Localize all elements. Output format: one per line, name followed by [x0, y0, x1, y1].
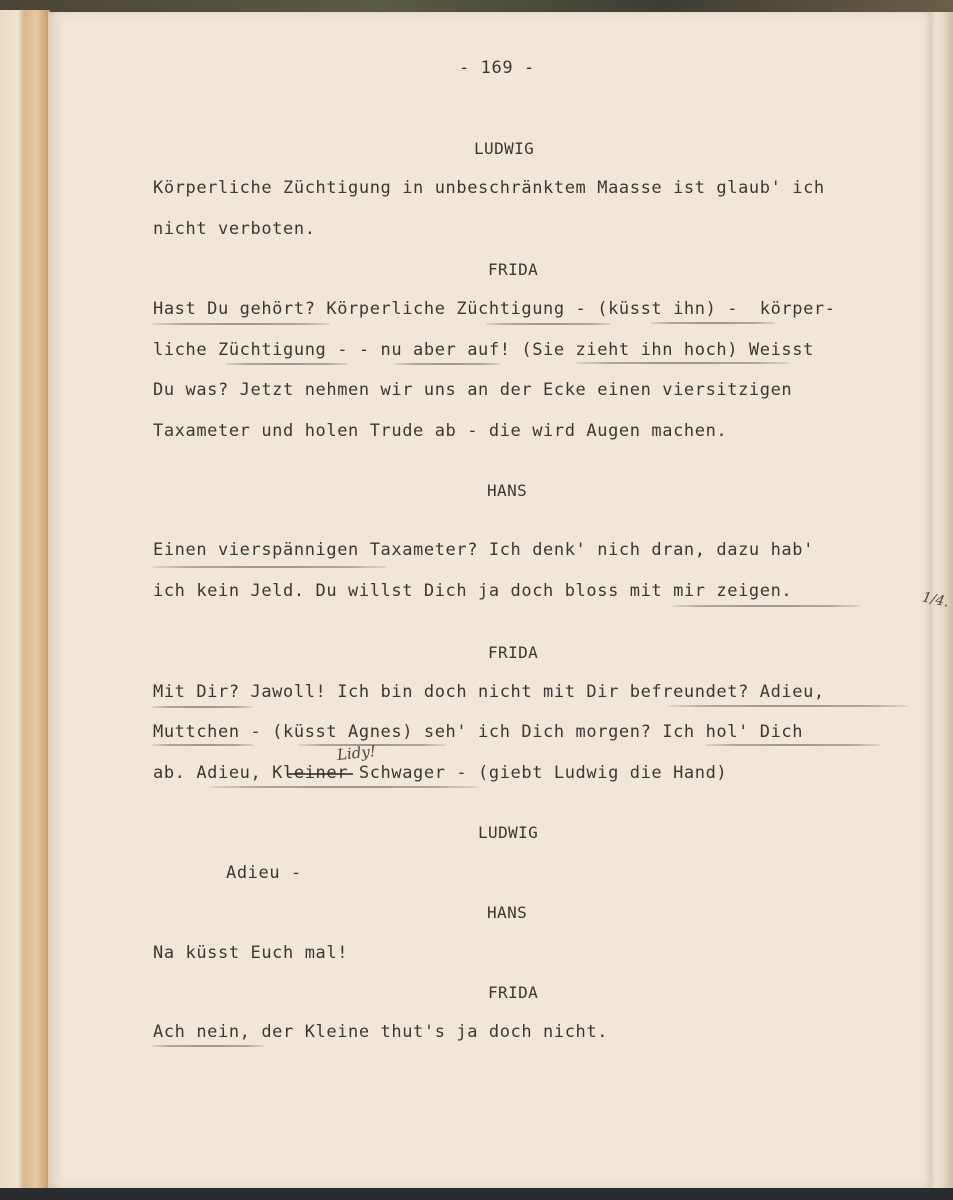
dialogue-line: Hast Du gehört? Körperliche Züchtigung - (küsst ihn) - körper- — [153, 299, 836, 319]
pencil-underline — [152, 744, 254, 746]
dialogue-line: Du was? Jetzt nehmen wir uns an der Ecke einen viersitzigen — [153, 380, 793, 400]
dialogue-line: Adieu - — [226, 863, 302, 883]
dialogue-line: Körperliche Züchtigung in unbeschränktem Maasse ist glaub' ich — [153, 178, 825, 198]
speaker-name: FRIDA — [488, 260, 539, 279]
dialogue-line: Mit Dir? Jawoll! Ich bin doch nicht mit Dir befreundet? Adieu, — [153, 682, 825, 702]
dialogue-line: Na küsst Euch mal! — [153, 943, 349, 963]
book-cover-bottom — [0, 1188, 953, 1200]
pencil-underline — [152, 1045, 264, 1047]
speaker-name: HANS — [487, 903, 528, 922]
pencil-underline — [575, 362, 790, 364]
dialogue-line: Taxameter und holen Trude ab - die wird Augen machen. — [153, 421, 728, 441]
dialogue-line: ich kein Jeld. Du willst Dich ja doch bloss mit mir zeigen. — [153, 581, 793, 601]
pencil-underline — [705, 744, 880, 746]
speaker-name: HANS — [487, 481, 528, 500]
dialogue-line: nicht verboten. — [153, 219, 316, 239]
dialogue-line: ab. Adieu, Kleiner Schwager - (giebt Ludwig die Hand) — [153, 763, 728, 783]
pencil-underline — [650, 322, 775, 324]
page-number: - 169 - — [459, 58, 535, 78]
speaker-name: LUDWIG — [474, 139, 535, 158]
dialogue-line: Muttchen - (küsst Agnes) seh' ich Dich morgen? Ich hol' Dich — [153, 722, 804, 742]
book-spine — [0, 10, 50, 1190]
speaker-name: FRIDA — [488, 983, 539, 1002]
speaker-name: LUDWIG — [478, 823, 539, 842]
pencil-underline — [395, 363, 500, 365]
dialogue-line: liche Züchtigung - - nu aber auf! (Sie zieht ihn hoch) Weisst — [153, 340, 814, 360]
strike-through — [287, 773, 353, 775]
dialogue-line: Ach nein, der Kleine thut's ja doch nicht. — [153, 1022, 609, 1042]
pencil-underline — [152, 323, 330, 325]
speaker-name: FRIDA — [488, 643, 539, 662]
pencil-underline — [152, 706, 252, 708]
pencil-underline — [152, 566, 387, 568]
pencil-underline — [672, 605, 860, 607]
handwritten-correction: Lidy! — [336, 742, 377, 764]
pencil-underline — [210, 786, 478, 788]
pencil-underline — [226, 363, 348, 365]
pencil-underline — [668, 705, 908, 707]
margin-note: 1/4. — [920, 589, 951, 611]
dialogue-line: Einen vierspännigen Taxameter? Ich denk' nich dran, dazu hab' — [153, 540, 814, 560]
pencil-underline — [486, 323, 611, 325]
